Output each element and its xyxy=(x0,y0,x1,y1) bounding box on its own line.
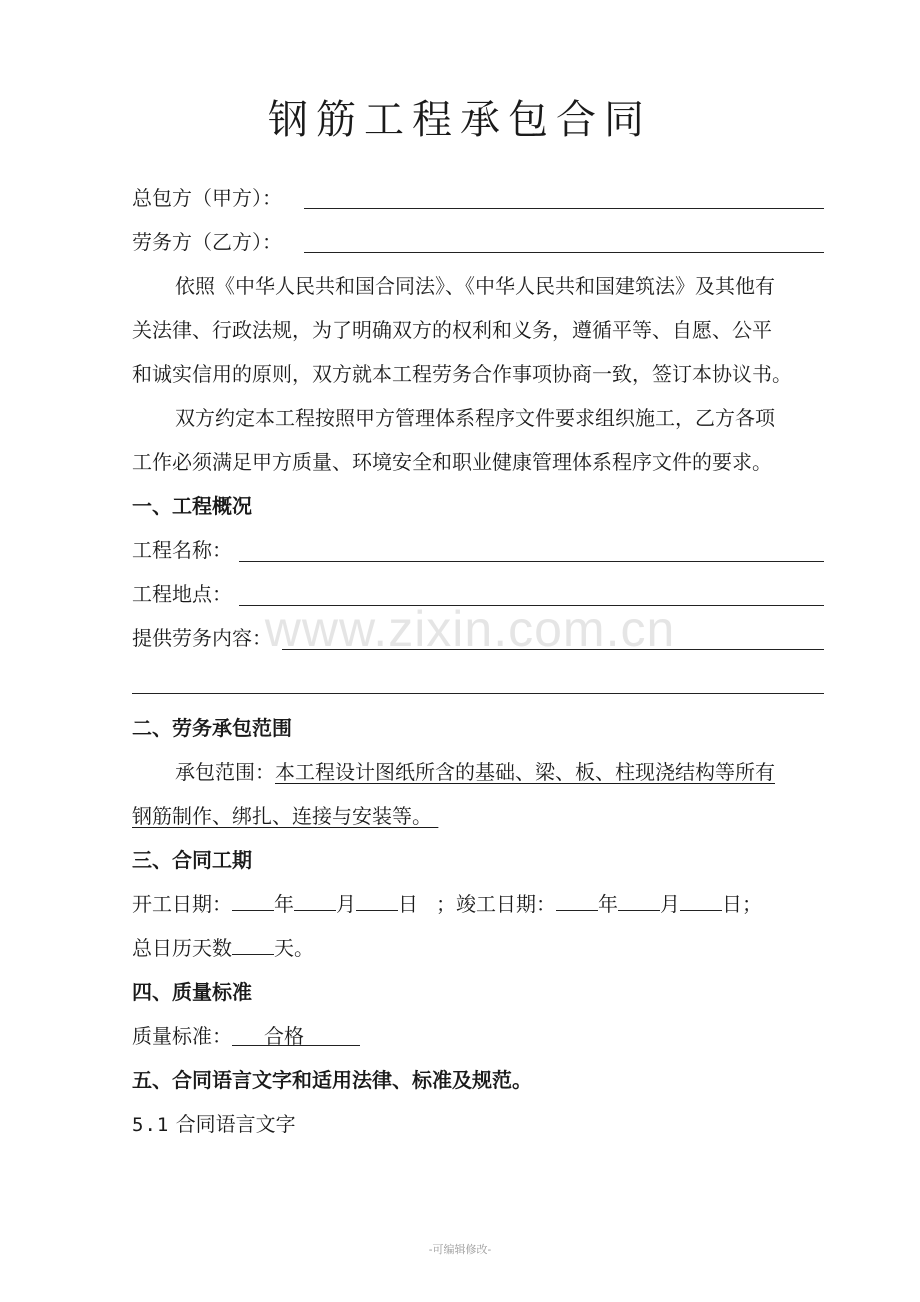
section2-heading: 二、劳务承包范围 xyxy=(132,716,292,740)
document-title: 钢筋工程承包合同 xyxy=(268,97,652,143)
project-name-label: 工程名称： xyxy=(132,538,232,562)
start-day-blank xyxy=(356,890,398,911)
labor-content-blank-2 xyxy=(132,693,824,694)
intro-para1-line3: 和诚实信用的原则，双方就本工程劳务合作事项协商一致，签订本协议书。 xyxy=(132,362,792,386)
date-separator: ； xyxy=(436,892,456,916)
end-year-unit: 年 xyxy=(598,892,618,916)
start-date-label: 开工日期： xyxy=(132,892,232,916)
start-year-blank xyxy=(232,890,274,911)
project-location-blank xyxy=(239,605,824,606)
intro-para2-line1: 双方约定本工程按照甲方管理体系程序文件要求组织施工，乙方各项 xyxy=(175,406,775,430)
end-month-unit: 月 xyxy=(660,892,680,916)
end-year-blank xyxy=(556,890,598,911)
section4-heading: 四、质量标准 xyxy=(132,980,252,1004)
scope-line1 xyxy=(175,758,775,786)
start-month-unit: 月 xyxy=(336,892,356,916)
quality-value: 合格 xyxy=(232,1022,360,1046)
labor-content-blank xyxy=(282,649,824,650)
start-month-blank xyxy=(294,890,336,911)
subsection-title: 合同语言文字 xyxy=(175,1112,296,1136)
start-day-unit: 日 xyxy=(398,892,418,916)
scope-label: 承包范围： xyxy=(175,760,275,784)
intro-para1-line2: 关法律、行政法规，为了明确双方的权利和义务，遵循平等、自愿、公平 xyxy=(132,318,772,342)
section5-heading: 五、合同语言文字和适用法律、标准及规范。 xyxy=(132,1068,532,1092)
quality-label: 质量标准： xyxy=(132,1024,232,1048)
end-month-blank xyxy=(618,890,660,911)
end-day-blank xyxy=(680,890,722,911)
subsection-number: 5.1 xyxy=(132,1114,170,1136)
start-year-unit: 年 xyxy=(274,892,294,916)
total-days-label: 总日历天数 xyxy=(132,936,232,960)
quality-line xyxy=(132,1022,360,1050)
project-name-blank xyxy=(239,561,824,562)
page-footer: -可编辑修改- xyxy=(428,1243,492,1256)
total-days-blank xyxy=(232,934,274,955)
period-line xyxy=(132,890,762,918)
party-a-label: 总包方（甲方）： xyxy=(132,186,282,210)
end-date-label: 竣工日期： xyxy=(456,892,556,916)
project-location-label: 工程地点： xyxy=(132,582,232,606)
party-b-blank xyxy=(304,252,824,253)
total-days-unit: 天。 xyxy=(274,936,314,960)
party-a-blank xyxy=(304,208,824,209)
labor-content-label: 提供劳务内容： xyxy=(132,626,272,650)
party-b-label: 劳务方（乙方）： xyxy=(132,230,282,254)
intro-para1-line1: 依照《中华人民共和国合同法》、《中华人民共和国建筑法》及其他有 xyxy=(175,274,775,298)
end-day-unit: 日； xyxy=(722,892,762,916)
intro-para2-line2: 工作必须满足甲方质量、环境安全和职业健康管理体系程序文件的要求。 xyxy=(132,450,772,474)
total-days-line xyxy=(132,934,314,962)
scope-text-1: 本工程设计图纸所含的基础、梁、板、柱现浇结构等所有 xyxy=(275,760,775,784)
section3-heading: 三、合同工期 xyxy=(132,848,252,872)
watermark: www.zixin.com.cn xyxy=(264,601,676,657)
subsection-5-1 xyxy=(132,1110,296,1138)
section1-heading: 一、工程概况 xyxy=(132,494,252,518)
scope-line2 xyxy=(132,802,438,830)
scope-text-2: 钢筋制作、绑扎、连接与安装等。 xyxy=(132,804,432,828)
